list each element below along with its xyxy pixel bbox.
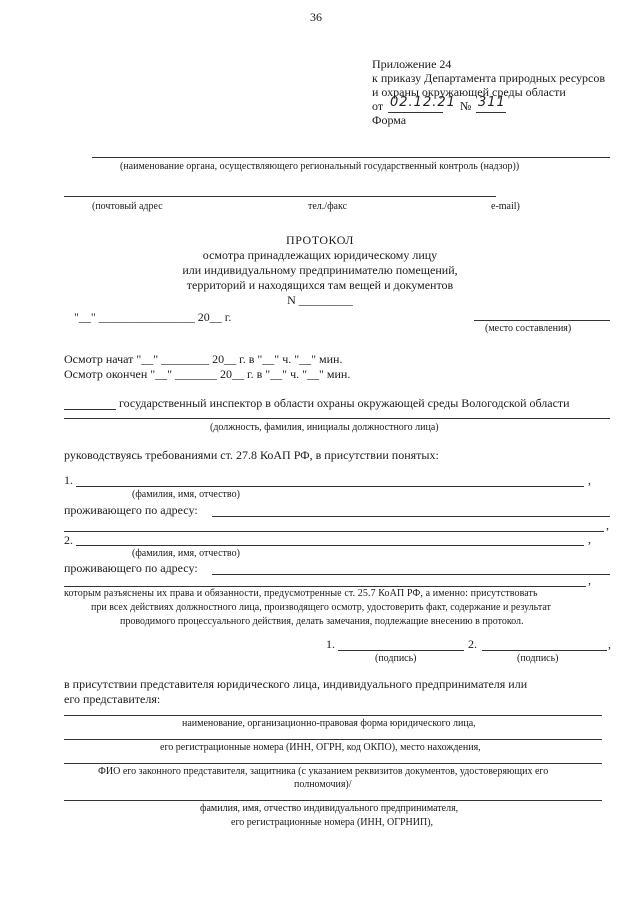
signature-2-caption: (подпись) xyxy=(517,653,559,664)
legal-name-line xyxy=(64,715,602,716)
representative-line xyxy=(64,763,602,764)
email-caption: e-mail) xyxy=(491,201,520,212)
postal-caption: (почтовый адрес xyxy=(92,201,163,212)
witness-2-comma: , xyxy=(588,532,591,546)
appendix-number-label: № xyxy=(460,99,472,113)
legal-reg-caption: его регистрационные номера (ИНН, ОГРН, код ОКПО), место нахождения, xyxy=(160,742,481,753)
signature-1-number: 1. xyxy=(326,637,335,651)
title-line-1: осмотра принадлежащих юридическому лицу xyxy=(202,248,438,262)
address-line xyxy=(64,196,496,197)
inspection-start: Осмотр начат "__" ________ 20__ г. в "__" ч. "__" мин. xyxy=(64,352,343,366)
signature-2-comma: , xyxy=(608,637,611,651)
presence-line-1: в присутствии представителя юридического лица, индивидуального предпринимателя или xyxy=(64,677,528,691)
protocol-number: N _________ xyxy=(287,293,353,307)
legal-reg-line xyxy=(64,739,602,740)
place-line xyxy=(474,320,610,321)
witness-2-residing: проживающего по адресу: xyxy=(64,561,198,575)
appendix-from: от xyxy=(372,99,384,113)
organ-caption: (наименование органа, осуществляющего региональный государственный контроль (надзор)) xyxy=(120,161,520,172)
handwritten-date: 02.12.21 xyxy=(390,95,456,110)
witness-1-address-line xyxy=(212,516,610,517)
title-line-3: территорий и находящихся там вещей и документов xyxy=(186,278,454,292)
representative-caption-2: полномочия)/ xyxy=(294,779,352,790)
signature-1-line xyxy=(338,650,464,651)
signature-2-line xyxy=(482,650,607,651)
presence-line-2: его представителя: xyxy=(64,692,161,706)
organ-line xyxy=(92,157,610,158)
handwritten-number: 311 xyxy=(478,95,506,110)
appendix-line-2: к приказу Департамента природных ресурсов xyxy=(372,71,606,85)
title-line-2: или индивидуальному предпринимателю помещений, xyxy=(182,263,458,277)
ip-line xyxy=(64,800,602,801)
witness-2-address-line xyxy=(212,574,610,575)
date-line: "__" ________________ 20__ г. xyxy=(74,310,232,324)
place-caption: (место составления) xyxy=(485,323,572,334)
rights-line-1: которым разъяснены их права и обязанности, предусмотренные ст. 25.7 КоАП РФ, а именно: присутствовать xyxy=(64,588,538,599)
appendix-line-1: Приложение 24 xyxy=(372,57,452,71)
appendix-line-3: и охраны окружающей среды области xyxy=(372,85,566,99)
ip-fio-caption: фамилия, имя, отчество индивидуального предпринимателя, xyxy=(200,803,459,814)
representative-caption-1: ФИО его законного представителя, защитника (с указанием реквизитов документов, удостоверяющих его xyxy=(98,766,549,777)
witness-1-address-comma: , xyxy=(606,518,609,532)
witness-1-fio-caption: (фамилия, имя, отчество) xyxy=(132,489,240,500)
inspection-end: Осмотр окончен "__" _______ 20__ г. в "__" ч. "__" мин. xyxy=(64,367,351,381)
legal-name-caption: наименование, организационно-правовая форма юридического лица, xyxy=(182,718,476,729)
appendix-form: Форма xyxy=(372,113,407,127)
tel-caption: тел./факс xyxy=(308,201,348,212)
signature-1-caption: (подпись) xyxy=(375,653,417,664)
number-underline xyxy=(476,112,506,113)
inspector-prefix-line xyxy=(64,409,116,410)
protocol-title: ПРОТОКОЛ xyxy=(286,233,354,247)
rights-line-2: при всех действиях должностного лица, производящего осмотр, удостоверить факт, содержание и результат xyxy=(91,602,551,613)
witness-1-address-line-2 xyxy=(64,531,604,532)
witness-1-comma: , xyxy=(588,473,591,487)
witness-2-line xyxy=(76,545,584,546)
signature-2-number: 2. xyxy=(468,637,477,651)
witness-2-number: 2. xyxy=(64,533,73,547)
witness-1-line xyxy=(76,486,584,487)
rights-line-3: проводимого процессуального действия, делать замечания, подлежащие внесению в протокол. xyxy=(120,616,524,627)
witness-1-number: 1. xyxy=(64,473,73,487)
witness-1-residing: проживающего по адресу: xyxy=(64,503,198,517)
inspector-line xyxy=(64,418,610,419)
inspector-text: государственный инспектор в области охраны окружающей среды Вологодской области xyxy=(119,396,570,410)
witness-2-address-line-2 xyxy=(64,586,586,587)
page-number: 36 xyxy=(310,10,322,24)
inspector-caption: (должность, фамилия, инициалы должностного лица) xyxy=(210,422,439,433)
witness-2-address-comma: , xyxy=(588,573,591,587)
guided-text: руководствуясь требованиями ст. 27.8 КоАП РФ, в присутствии понятых: xyxy=(64,448,439,462)
ip-reg-caption: его регистрационные номера (ИНН, ОГРНИП), xyxy=(231,817,434,828)
witness-2-fio-caption: (фамилия, имя, отчество) xyxy=(132,548,240,559)
